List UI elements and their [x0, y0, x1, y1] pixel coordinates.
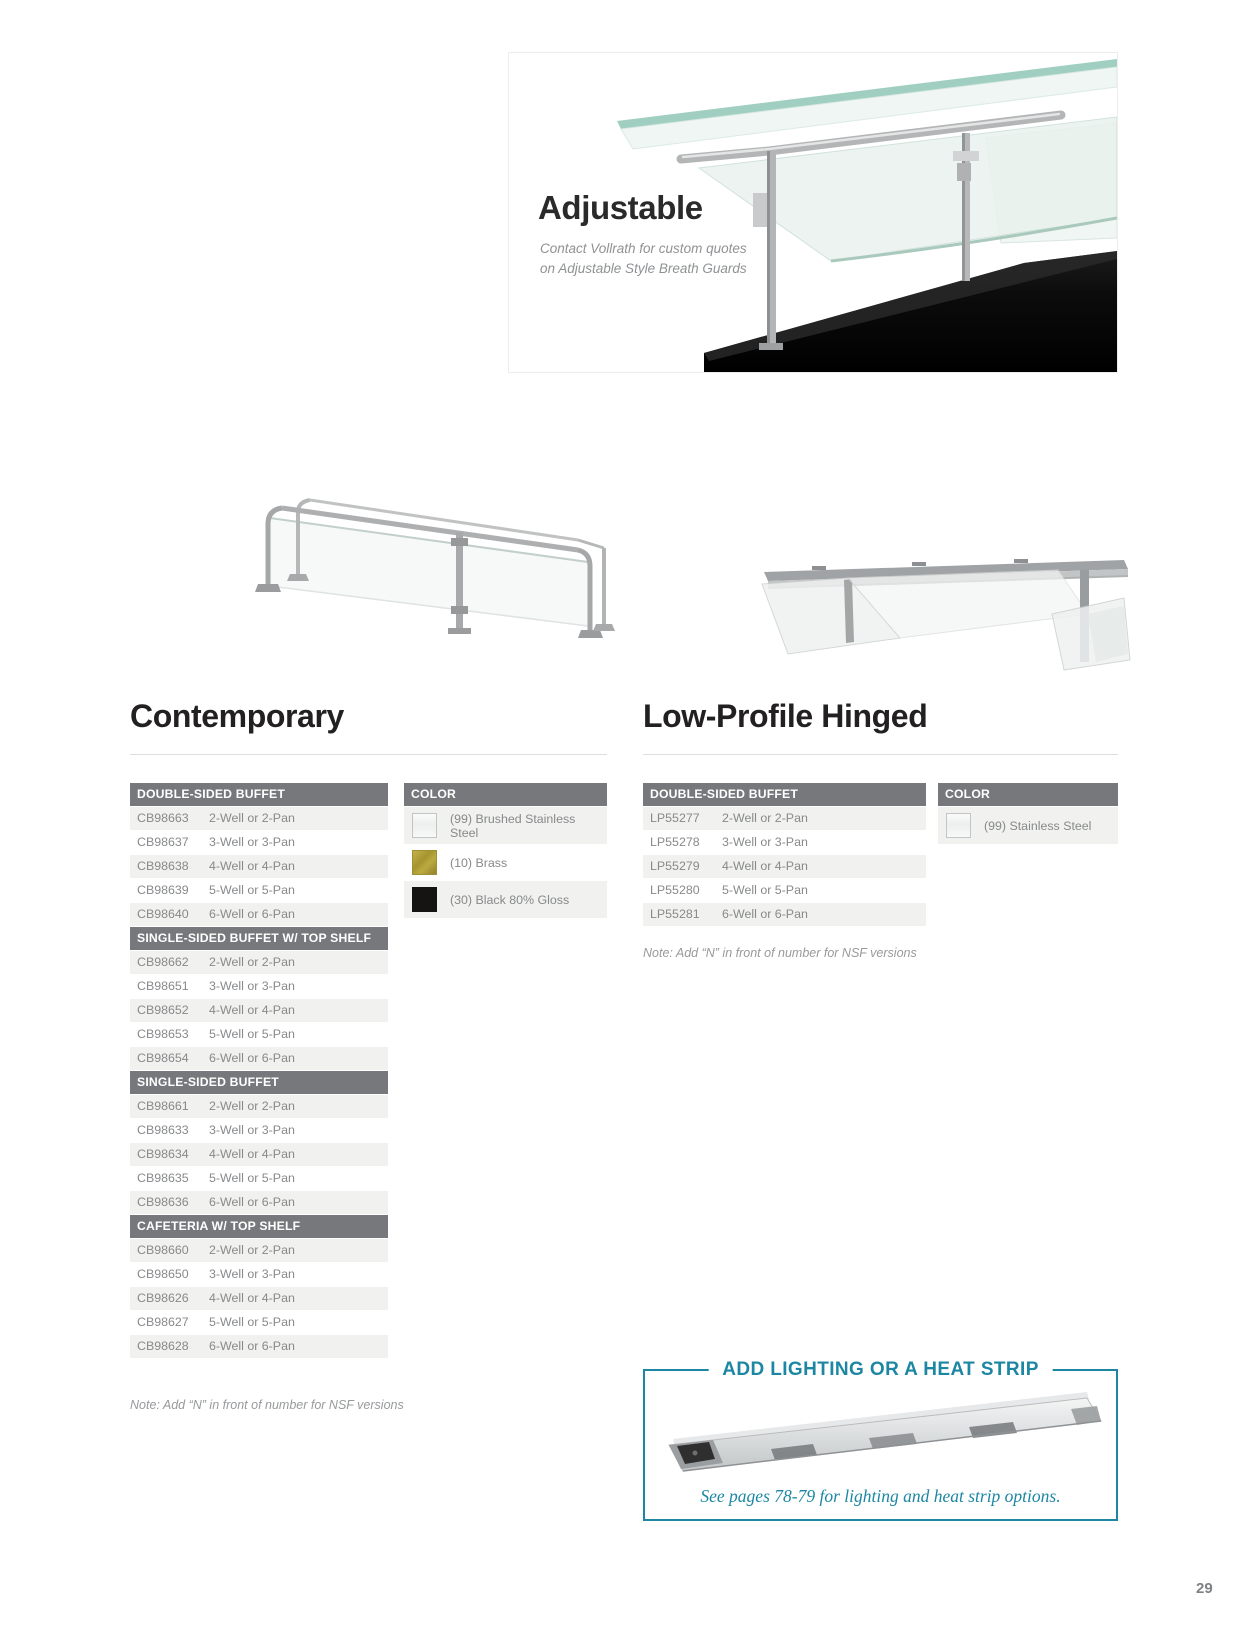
color-swatch: [412, 887, 437, 912]
table-row: [643, 831, 926, 855]
part-number: CB98634: [137, 1147, 189, 1161]
color-label: (99) Brushed Stainless Steel: [450, 811, 576, 840]
part-description: 2-Well or 2-Pan: [209, 1243, 295, 1257]
part-description: 3-Well or 3-Pan: [209, 1267, 295, 1281]
color-label: (99) Stainless Steel: [984, 818, 1092, 833]
page-number: 29: [1196, 1580, 1213, 1597]
part-description: 4-Well or 4-Pan: [209, 859, 295, 873]
hero-title: Adjustable: [538, 189, 703, 226]
part-description: 5-Well or 5-Pan: [209, 1315, 295, 1329]
hero-caption: [540, 239, 747, 279]
table-section-rows: [130, 1239, 388, 1359]
part-number: CB98652: [137, 1003, 189, 1017]
part-description: 2-Well or 2-Pan: [722, 811, 808, 825]
hero-caption-line2: on Adjustable Style Breath Guards: [540, 261, 747, 276]
part-number: CB98653: [137, 1027, 189, 1041]
part-number: CB98638: [137, 859, 189, 873]
part-description: 4-Well or 4-Pan: [209, 1003, 295, 1017]
table-row: [130, 903, 388, 927]
part-description: 6-Well or 6-Pan: [209, 1339, 295, 1353]
table-section-header: DOUBLE-SIDED BUFFET: [130, 783, 388, 807]
contemporary-color-block: [404, 783, 607, 918]
part-number: CB98650: [137, 1267, 189, 1281]
table-row: [130, 831, 388, 855]
color-option: [404, 844, 607, 881]
lighting-callout-box: [643, 1358, 1118, 1521]
table-row: [130, 1143, 388, 1167]
part-number: CB98651: [137, 979, 189, 993]
part-number: CB98635: [137, 1171, 189, 1185]
table-row: [130, 999, 388, 1023]
hero-caption-line1: Contact Vollrath for custom quotes: [540, 241, 747, 256]
part-number: CB98628: [137, 1339, 189, 1353]
part-number: CB98662: [137, 955, 189, 969]
part-number: LP55278: [650, 835, 700, 849]
part-description: 5-Well or 5-Pan: [209, 1171, 295, 1185]
table-row: [643, 903, 926, 927]
light-strip-illustration: [651, 1383, 1111, 1487]
color-option: [938, 807, 1118, 844]
part-description: 6-Well or 6-Pan: [209, 1051, 295, 1065]
table-row: [130, 1167, 388, 1191]
table-row: [130, 807, 388, 831]
table-row: [130, 1263, 388, 1287]
part-description: 5-Well or 5-Pan: [209, 1027, 295, 1041]
table-row: [130, 1191, 388, 1215]
table-row: [130, 1047, 388, 1071]
part-description: 3-Well or 3-Pan: [722, 835, 808, 849]
contemporary-heading: Contemporary: [130, 698, 344, 734]
low-profile-product-photo: [752, 522, 1132, 677]
part-description: 3-Well or 3-Pan: [209, 1123, 295, 1137]
part-description: 2-Well or 2-Pan: [209, 955, 295, 969]
part-number: LP55281: [650, 907, 700, 921]
lighting-callout-caption: See pages 78-79 for lighting and heat strip options.: [700, 1486, 1061, 1506]
low-profile-divider: [643, 754, 1118, 755]
table-section-rows: [130, 1095, 388, 1215]
color-options: [938, 807, 1118, 844]
part-number: CB98636: [137, 1195, 189, 1209]
table-section-header: CAFETERIA W/ TOP SHELF: [130, 1215, 388, 1239]
part-number: CB98639: [137, 883, 189, 897]
part-number: CB98654: [137, 1051, 189, 1065]
table-row: [130, 855, 388, 879]
table-row: [130, 1119, 388, 1143]
table-row: [643, 855, 926, 879]
table-row: [130, 951, 388, 975]
part-number: CB98637: [137, 835, 189, 849]
part-description: 5-Well or 5-Pan: [209, 883, 295, 897]
part-number: LP55280: [650, 883, 700, 897]
color-label: (30) Black 80% Gloss: [450, 892, 570, 907]
part-number: LP55279: [650, 859, 700, 873]
color-option: [404, 807, 607, 844]
table-row: [130, 1023, 388, 1047]
color-swatch: [412, 850, 437, 875]
part-description: 6-Well or 6-Pan: [209, 1195, 295, 1209]
table-section-header: SINGLE-SIDED BUFFET: [130, 1071, 388, 1095]
part-description: 4-Well or 4-Pan: [209, 1147, 295, 1161]
table-row: [130, 879, 388, 903]
low-profile-product-illustration: [752, 522, 1132, 672]
low-profile-spec-table: [643, 783, 926, 927]
color-options: [404, 807, 607, 918]
color-option: [404, 881, 607, 918]
color-header: COLOR: [404, 783, 607, 807]
table-row: [130, 975, 388, 999]
part-description: 4-Well or 4-Pan: [209, 1291, 295, 1305]
part-number: CB98661: [137, 1099, 189, 1113]
part-description: 3-Well or 3-Pan: [209, 835, 295, 849]
part-number: CB98640: [137, 907, 189, 921]
contemporary-product-illustration: [248, 478, 620, 660]
lighting-callout-title: ADD LIGHTING OR A HEAT STRIP: [708, 1359, 1053, 1381]
table-section-header: SINGLE-SIDED BUFFET W/ TOP SHELF: [130, 927, 388, 951]
part-number: CB98627: [137, 1315, 189, 1329]
part-description: 2-Well or 2-Pan: [209, 811, 295, 825]
contemporary-divider: [130, 754, 607, 755]
part-number: CB98633: [137, 1123, 189, 1137]
part-description: 6-Well or 6-Pan: [722, 907, 808, 921]
table-row: [130, 1311, 388, 1335]
table-row: [643, 879, 926, 903]
table-section-rows: [643, 807, 926, 927]
table-row: [130, 1239, 388, 1263]
part-number: LP55277: [650, 811, 700, 825]
contemporary-nsf-note: Note: Add “N” in front of number for NSF versions: [130, 1398, 404, 1412]
adjustable-hero-photo: [508, 52, 1118, 373]
part-number: CB98663: [137, 811, 189, 825]
low-profile-heading: Low-Profile Hinged: [643, 698, 928, 734]
color-label: (10) Brass: [450, 855, 508, 870]
table-section-header: DOUBLE-SIDED BUFFET: [643, 783, 926, 807]
table-row: [130, 1095, 388, 1119]
contemporary-spec-table: [130, 783, 388, 1359]
table-section-rows: [130, 807, 388, 927]
part-number: CB98626: [137, 1291, 189, 1305]
low-profile-color-block: [938, 783, 1118, 844]
table-row: [643, 807, 926, 831]
part-number: CB98660: [137, 1243, 189, 1257]
low-profile-nsf-note: Note: Add “N” in front of number for NSF versions: [643, 946, 917, 960]
contemporary-product-photo: [248, 478, 620, 665]
color-swatch: [412, 813, 437, 838]
part-description: 6-Well or 6-Pan: [209, 907, 295, 921]
table-row: [130, 1287, 388, 1311]
color-header: COLOR: [938, 783, 1118, 807]
table-section-rows: [130, 951, 388, 1071]
part-description: 5-Well or 5-Pan: [722, 883, 808, 897]
table-row: [130, 1335, 388, 1359]
color-swatch: [946, 813, 971, 838]
part-description: 2-Well or 2-Pan: [209, 1099, 295, 1113]
part-description: 4-Well or 4-Pan: [722, 859, 808, 873]
part-description: 3-Well or 3-Pan: [209, 979, 295, 993]
